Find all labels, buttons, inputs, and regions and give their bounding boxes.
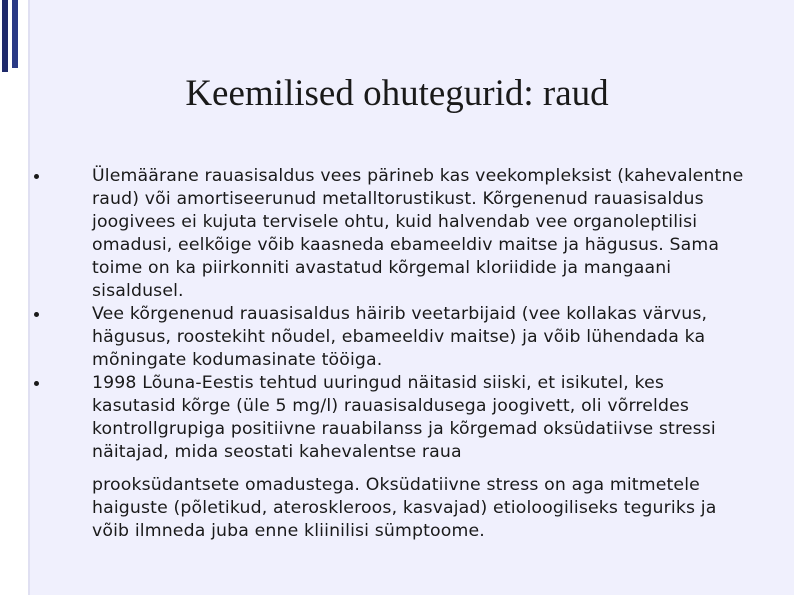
accent-stripe	[2, 0, 8, 72]
bullet-dot	[34, 381, 39, 386]
bullet-text-after: vees pärineb kas veekompleksist (kahevalentne raud) või amortiseerunud metalltorustikust. Kõrgenenud rauasisaldus joogivees ei kujuta tervisele ohtu, kuid halvendab vee organoleptilisi omadusi, eelkõige võib kaasneda ebameeldiv maitse ja hägusus. Sama toime on ka piirkonniti avastatud kõrgemal kloriidide ja mangaani sisaldusel.	[92, 166, 744, 301]
bullet-text-before: Ülemäärane	[92, 166, 205, 186]
bullet-item	[34, 165, 746, 303]
bullet-dot	[34, 312, 39, 317]
slide-content	[34, 165, 746, 543]
bullet-item	[34, 372, 746, 464]
slide-title: Keemilised ohutegurid: raud	[185, 73, 609, 114]
bullet-text: Vee kõrgenenud rauasisaldus häirib veetarbijaid (vee kollakas värvus, hägusus, roostekiht nõudel, ebameeldiv maitse) ja võib lühendada ka mõningate kodumasinate tööiga.	[92, 304, 708, 370]
bullet-text-emphasis: rauasisaldus	[204, 166, 315, 186]
bullet-item	[34, 303, 746, 372]
bullet-dot	[34, 174, 39, 179]
continuation-text: prooksüdantsete omadustega. Oksüdatiivne stress on aga mitmetele haiguste (põletikud, ateroskleroos, kasvajad) etioloogiliseks teguriks ja võib ilmneda juba enne kliinilisi sümptoome.	[92, 475, 717, 541]
bullet-text: 1998 Lõuna-Eestis tehtud uuringud näitasid siiski, et isikutel, kes kasutasid kõrge (üle 5 mg/l) rauasisaldusega joogivett, oli võrreldes kontrollgrupiga positiivne rauabilanss ja kõrgemad oksüdatiivse stressi näitajad, mida seostati kahevalentse raua	[92, 373, 716, 462]
accent-stripe	[12, 0, 18, 68]
bullet-text	[92, 165, 746, 303]
